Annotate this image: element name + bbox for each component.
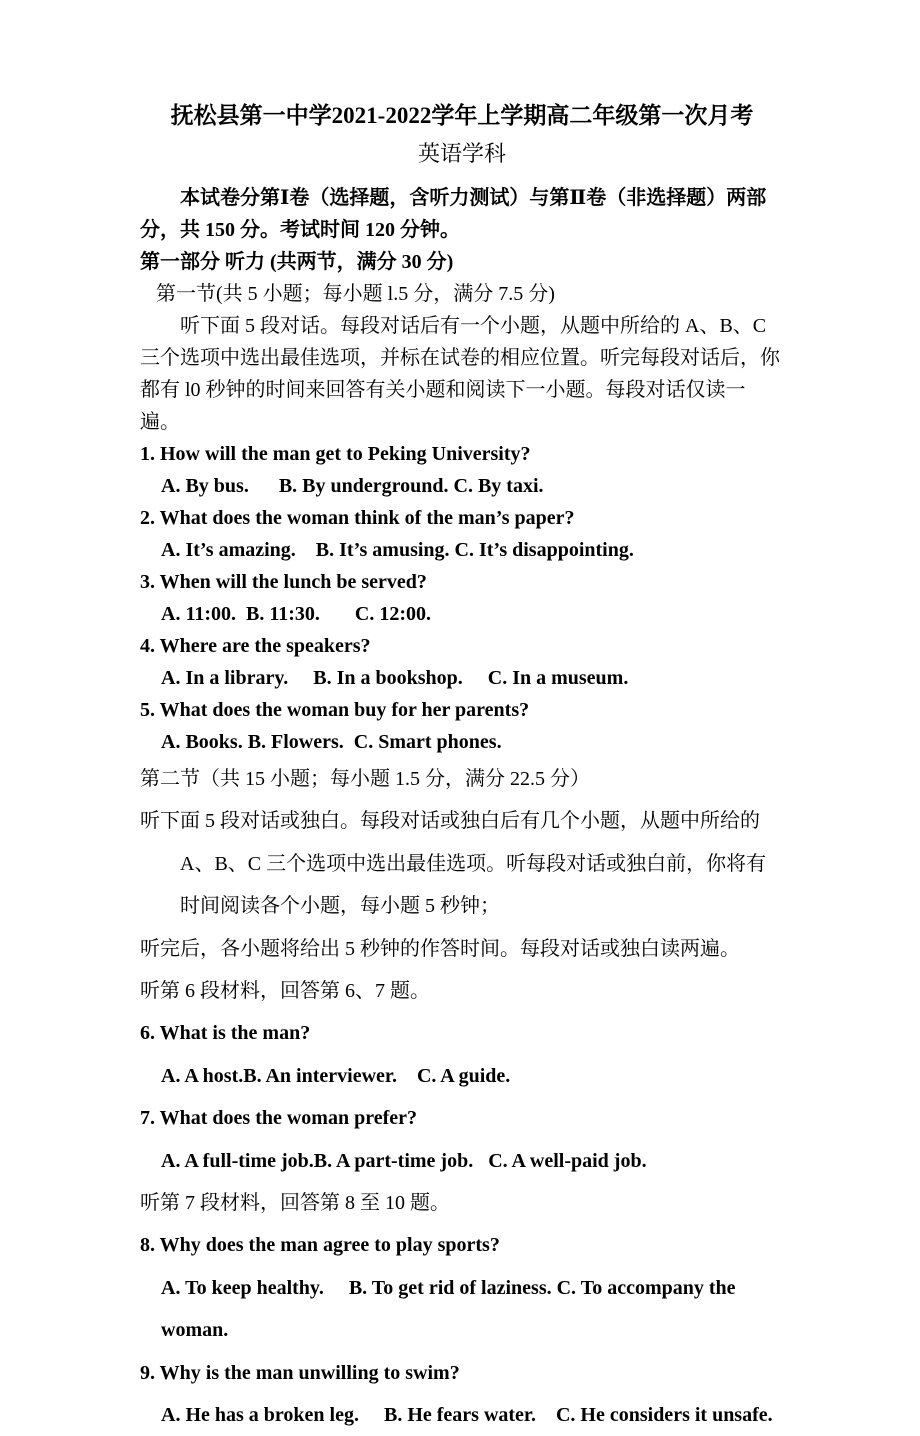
question-6: [140, 1012, 784, 1097]
question-9-options: A. He has a broken leg. B. He fears water. C. He considers it unsafe.: [161, 1403, 773, 1426]
section1-heading: 第一节(共 5 小题；每小题 l.5 分，满分 7.5 分): [156, 283, 555, 306]
question-1: [140, 438, 784, 502]
section2-instructions-a: 听下面 5 段对话或独白。每段对话或独白后有几个小题，从题中所给的 A、B、C 三个选项中选出最佳选项。听每段对话或独白前，你将有时间阅读各个小题，每小题 5 秒钟；: [140, 810, 767, 918]
question-9-text: 9. Why is the man unwilling to swim?: [140, 1361, 460, 1384]
exam-title: 抚松县第一中学2021-2022学年上学期高二年级第一次月考: [170, 103, 754, 128]
question-2: [140, 502, 784, 566]
question-4: [140, 630, 784, 694]
question-4-options: A. In a library. B. In a bookshop. C. In a museum.: [161, 667, 629, 690]
material-note-7: 听第 7 段材料，回答第 8 至 10 题。: [140, 1191, 450, 1214]
section1-instructions: 听下面 5 段对话。每段对话后有一个小题，从题中所给的 A、B、C 三个选项中选出最佳选项，并标在试卷的相应位置。听完每段对话后，你都有 l0 秒钟的时间来回答有关小题和阅读下一小题。每段对话仅读一遍。: [140, 315, 780, 434]
section2-instructions-b: 听完后，各小题将给出 5 秒钟的作答时间。每段对话或独白读两遍。: [140, 937, 740, 960]
question-6-text: 6. What is the man?: [140, 1022, 311, 1045]
question-8-text: 8. Why does the man agree to play sports?: [140, 1234, 500, 1257]
question-3-options: A. 11:00. B. 11:30. C. 12:00.: [161, 603, 431, 626]
question-9: [140, 1352, 784, 1436]
question-3: [140, 566, 784, 630]
material-note-6: 听第 6 段材料，回答第 6、7 题。: [140, 980, 430, 1002]
question-3-text: 3. When will the lunch be served?: [140, 571, 427, 594]
question-5-options: A. Books. B. Flowers. C. Smart phones.: [161, 731, 502, 754]
question-5: [140, 694, 784, 758]
question-7-options: A. A full-time job.B. A part-time job. C. A well-paid job.: [161, 1149, 647, 1172]
section-2: [140, 758, 784, 1436]
question-5-text: 5. What does the woman buy for her parents?: [140, 699, 530, 722]
question-1-text: 1. How will the man get to Peking University?: [140, 443, 531, 466]
section2-heading: 第二节（共 15 小题；每小题 1.5 分，满分 22.5 分）: [140, 768, 590, 791]
question-1-options: A. By bus. B. By underground. C. By taxi.: [161, 475, 544, 498]
question-4-text: 4. Where are the speakers?: [140, 635, 371, 658]
question-7: [140, 1097, 784, 1182]
question-8-options: A. To keep healthy. B. To get rid of laziness. C. To accompany the woman.: [161, 1276, 741, 1342]
exam-subject: 英语学科: [417, 141, 506, 167]
question-6-options: A. A host.B. An interviewer. C. A guide.: [161, 1064, 511, 1087]
question-2-text: 2. What does the woman think of the man’s paper?: [140, 507, 575, 530]
exam-intro: 本试卷分第Ⅰ卷（选择题，含听力测试）与第Ⅱ卷（非选择题）两部分，共 150 分。考试时间 120 分钟。: [140, 187, 767, 242]
question-8: [140, 1224, 784, 1351]
question-7-text: 7. What does the woman prefer?: [140, 1107, 418, 1130]
part1-heading: 第一部分 听力 (共两节，满分 30 分): [140, 251, 454, 274]
question-2-options: A. It’s amazing. B. It’s amusing. C. It’s disappointing.: [161, 539, 634, 562]
